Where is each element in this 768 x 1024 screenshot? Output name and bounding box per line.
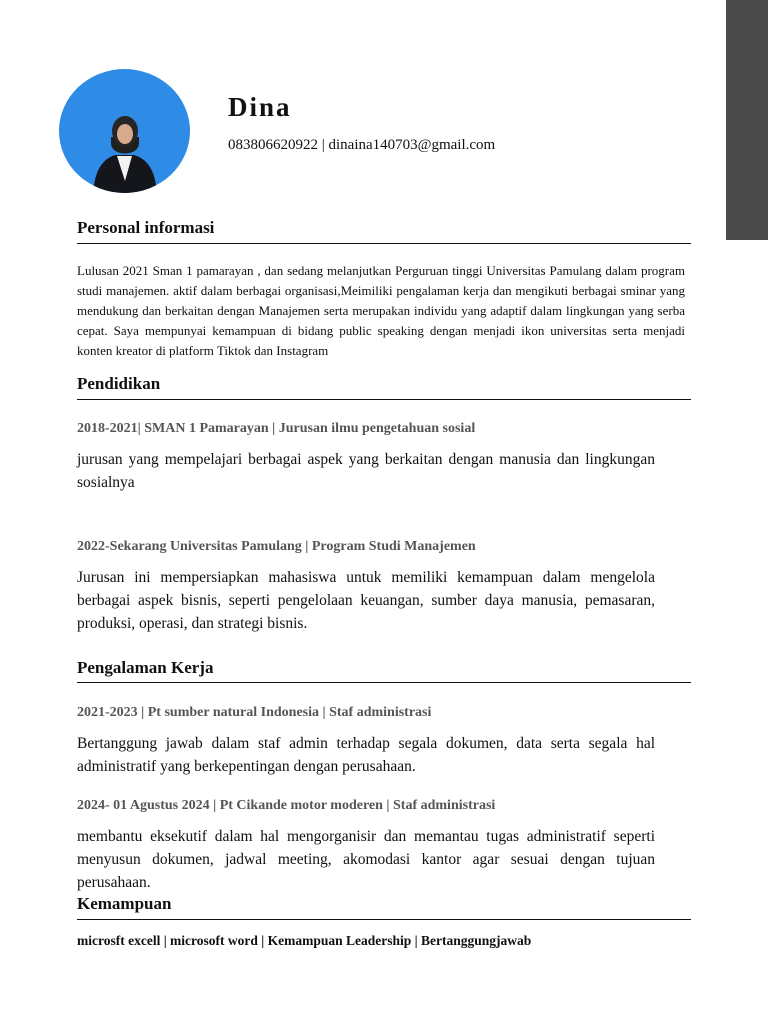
section-title-skills: Kemampuan — [77, 894, 172, 913]
personal-summary: Lulusan 2021 Sman 1 pamarayan , dan sedang melanjutkan Perguruan tinggi Universitas Pamulang dalam program studi manajemen. aktif dalam berbagai organisasi,Meimiliki pengalaman kerja dan mengikuti berbagai sminar yang mendukung dan berkaitan dengan Manajemen serta merupakan individu yang adaptif dalam lingkungan yang serba cepat. Saya mempunyai kemampuan di bidang public speaking dengan menjadi ikon universitas serta menjadi konten kreator di platform Tiktok dan Instagram — [77, 263, 685, 358]
profile-photo — [59, 69, 190, 193]
section-divider — [77, 399, 691, 400]
education-description: jurusan yang mempelajari berbagai aspek yang berkaitan dengan manusia dan lingkungan sosialnya — [77, 451, 655, 491]
experience-heading: 2021-2023 | Pt sumber natural Indonesia | Staf administrasi — [77, 705, 432, 720]
section-divider — [77, 243, 691, 244]
section-title-experience: Pengalaman Kerja — [77, 658, 214, 677]
section-divider — [77, 682, 691, 683]
candidate-name: Dina — [228, 92, 292, 122]
section-divider — [77, 919, 691, 920]
section-title-education: Pendidikan — [77, 374, 161, 393]
contact-info: 083806620922 | dinaina140703@gmail.com — [228, 137, 496, 153]
skills-list: microsft excell | microsoft word | Kemampuan Leadership | Bertanggungjawab — [77, 933, 532, 948]
education-heading: 2022-Sekarang Universitas Pamulang | Program Studi Manajemen — [77, 539, 476, 554]
education-description: Jurusan ini mempersiapkan mahasiswa untuk memiliki kemampuan dalam mengelola berbagai aspek bisnis, seperti pengelolaan keuangan, sumber daya manusia, pemasaran, produksi, operasi, dan strategi bisnis. — [77, 569, 655, 632]
section-title-personal: Personal informasi — [77, 218, 215, 237]
side-decoration-bar — [726, 0, 768, 240]
experience-description: membantu eksekutif dalam hal mengorganisir dan memantau tugas administratif seperti menyusun dokumen, jadwal meeting, akomodasi kantor agar sesuai dengan tujuan perusahaan. — [77, 828, 655, 891]
education-heading: 2018-2021| SMAN 1 Pamarayan | Jurusan ilmu pengetahuan sosial — [77, 421, 476, 436]
experience-heading: 2024- 01 Agustus 2024 | Pt Cikande motor moderen | Staf administrasi — [77, 798, 496, 813]
person-silhouette-icon — [59, 69, 190, 193]
experience-description: Bertanggung jawab dalam staf admin terhadap segala dokumen, data serta segala hal administratif yang berkepentingan dengan perusahaan. — [77, 735, 655, 775]
